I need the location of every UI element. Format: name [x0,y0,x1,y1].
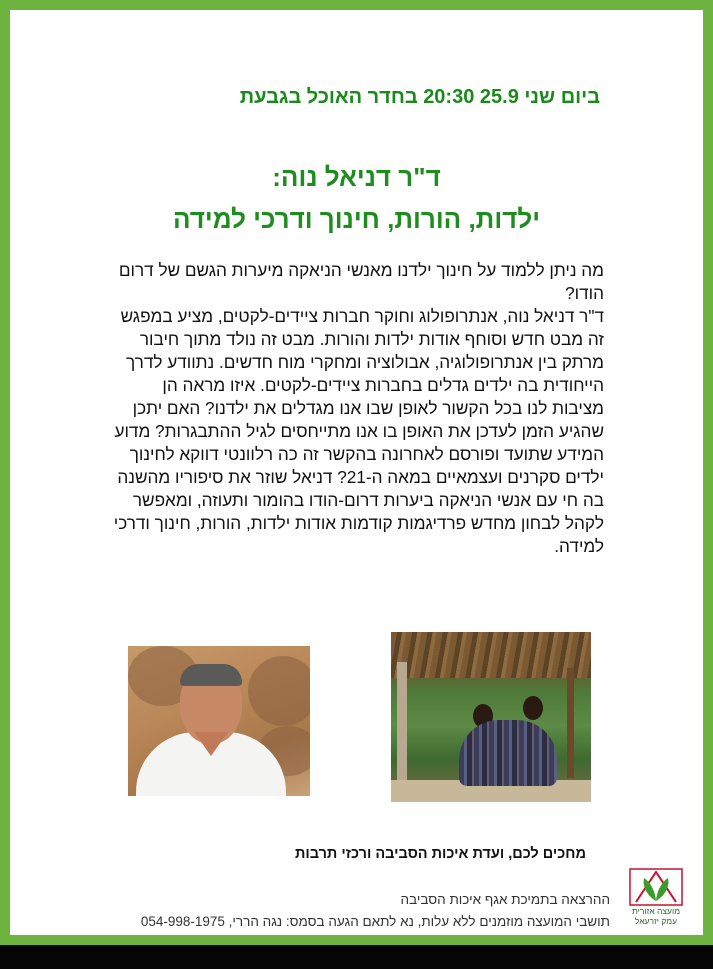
lecture-description [106,259,604,558]
council-logo-icon [628,868,684,906]
nayaka-hut-photo [391,632,591,802]
support-line: ההרצאה בתמיכת אגף איכות הסביבה [400,892,610,907]
bottom-bar [0,945,713,969]
description-body: ד"ר דניאל נוה, אנתרופולוג וחוקר חברות ציידים-לקטים, מציע במפגש זה מבט חדש וסוחף אודות ילדות והורות. מבט זה נולד מתוך חיבור מרתק בין אנתרופולוגיה, אבולוציה ומחקרי מוח חדשים. נתוודע לדרך הייחודית בה ילדים גדלים בחברות ציידים-לקטים. איזו מראה הן מציבות לנו בכל הקשור לאופן שבו אנו מגדלים את ילדנו? האם יתכן שהגיע הזמן לעדכן את האופן בו אנו מתייחסים לגיל ההתבגרות? מדוע המידע שתועד ופורסם לאחרונה בהקשר זה כה רלוונטי דווקא לחינוך ילדים סקרנים ועצמאיים במאה ה-21? דניאל שוזר את סיפוריו מהשנה בה חי עם אנשי הניאקה ביערות דרום-הודו בהומור ותעוזה, ומאפשר לקהל לבחון מחדש פרדיגמות קודמות אודות ילדות, הורות, חינוך ודרכי למידה. [113,306,604,556]
poster-page [10,10,703,935]
contact-line: תושבי המועצה מוזמנים ללא עלות, נא לתאם הגעה בסמס: נגה הררי, 054-998-1975 [140,914,610,929]
lecture-title-topic: ילדות, הורות, חינוך ודרכי למידה [172,204,541,234]
lecture-title-speaker: ד"ר דניאל נוה: [272,162,441,192]
welcome-line: מחכים לכם, ועדת איכות הסביבה ורכזי תרבות [294,846,586,862]
council-logo-text: מועצה אזורית עמק יזרעאל [631,906,681,926]
event-date-line: ביום שני 25.9 20:30 בחדר האוכל בגבעת [239,86,600,108]
description-question: מה ניתן ללמוד על חינוך ילדנו מאנשי הניאקה מיערות הגשם של דרום הודו? [118,260,604,303]
speaker-portrait-photo [128,646,310,796]
council-logo [628,868,684,932]
